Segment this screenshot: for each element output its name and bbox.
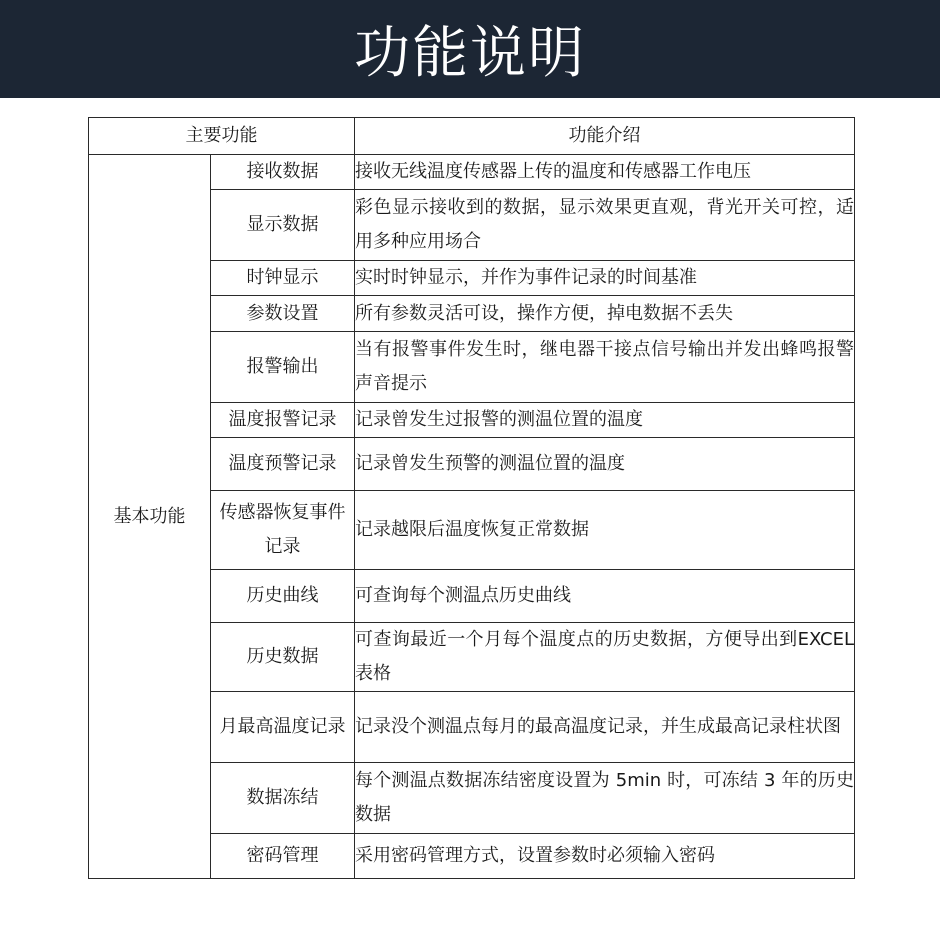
header-function-intro: 功能介绍 [355,118,855,155]
function-desc: 采用密码管理方式，设置参数时必须输入密码 [355,834,855,879]
function-name: 传感器恢复事件记录 [211,491,355,570]
feature-table [88,117,855,879]
function-name: 温度报警记录 [211,403,355,438]
function-desc: 接收无线温度传感器上传的温度和传感器工作电压 [355,155,855,190]
table-row [89,155,855,190]
function-name: 月最高温度记录 [211,692,355,763]
function-desc: 彩色显示接收到的数据，显示效果更直观，背光开关可控，适用多种应用场合 [355,190,855,261]
function-desc: 可查询每个测温点历史曲线 [355,570,855,623]
function-name: 接收数据 [211,155,355,190]
function-desc: 可查询最近一个月每个温度点的历史数据，方便导出到EXCEL 表格 [355,623,855,692]
function-name: 显示数据 [211,190,355,261]
function-name: 参数设置 [211,296,355,332]
table-header-row [89,118,855,155]
page-title: 功能说明 [354,21,586,86]
function-desc: 记录曾发生过报警的测温位置的温度 [355,403,855,438]
function-desc: 当有报警事件发生时，继电器干接点信号输出并发出蜂鸣报警声音提示 [355,332,855,403]
function-name: 时钟显示 [211,261,355,296]
category-cell: 基本功能 [89,155,211,879]
function-name: 密码管理 [211,834,355,879]
function-desc: 所有参数灵活可设，操作方便，掉电数据不丢失 [355,296,855,332]
function-desc: 实时时钟显示，并作为事件记录的时间基准 [355,261,855,296]
function-name: 历史数据 [211,623,355,692]
function-desc: 每个测温点数据冻结密度设置为 5min 时，可冻结 3 年的历史数据 [355,763,855,834]
function-name: 温度预警记录 [211,438,355,491]
function-name: 报警输出 [211,332,355,403]
function-desc: 记录曾发生预警的测温位置的温度 [355,438,855,491]
function-desc: 记录越限后温度恢复正常数据 [355,491,855,570]
function-desc: 记录没个测温点每月的最高温度记录，并生成最高记录柱状图 [355,692,855,763]
function-name: 历史曲线 [211,570,355,623]
function-name: 数据冻结 [211,763,355,834]
page-header [0,0,940,98]
header-main-function: 主要功能 [89,118,355,155]
